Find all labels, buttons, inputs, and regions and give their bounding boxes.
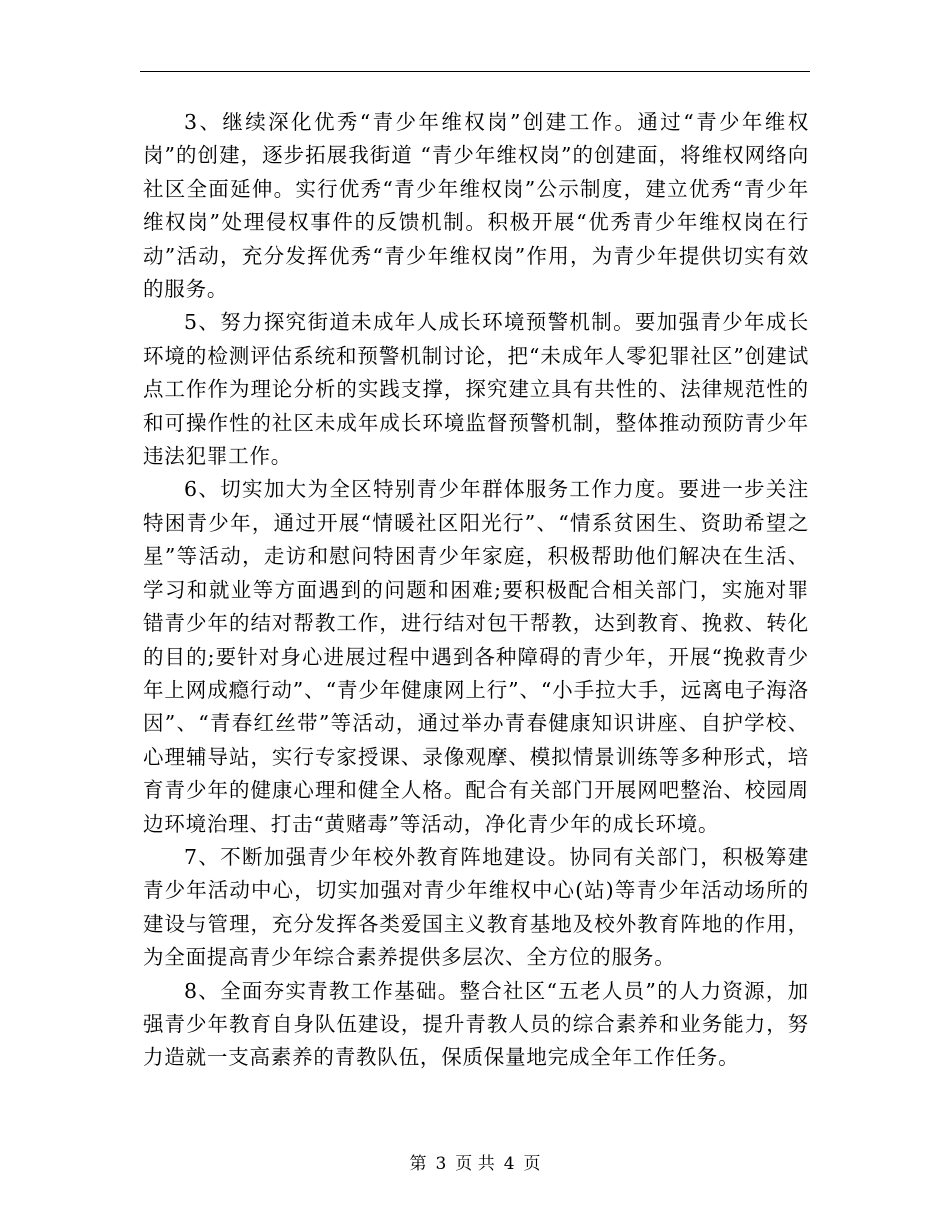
paragraph-item-7: 7、不断加强青少年校外教育阵地建设。协同有关部门，积极筹建青少年活动中心，切实加强对青少年维权中心(站)等青少年活动场所的建设与管理，充分发挥各类爱国主义教育基地及校外教育阵地的作用，为全面提高青少年综合素养提供多层次、全方位的服务。	[143, 844, 809, 970]
footer-suffix: 页	[523, 1154, 541, 1174]
paragraph-item-3: 3、继续深化优秀“青少年维权岗”创建工作。通过“青少年维权岗”的创建，逐步拓展我街道 “青少年维权岗”的创建面，将维权网络向社区全面延伸。实行优秀“青少年维权岗”公示制度，建立优秀“青少年维权岗”处理侵权事件的反馈机制。积极开展“优秀青少年维权岗在行动”活动，充分发挥优秀“青少年维权岗”作用，为青少年提供切实有效的服务。	[143, 110, 809, 302]
paragraph-item-5: 5、努力探究街道未成年人成长环境预警机制。要加强青少年成长环境的检测评估系统和预警机制讨论，把“未成年人零犯罪社区”创建试点工作作为理论分析的实践支撑，探究建立具有共性的、法律规范性的和可操作性的社区未成年成长环境监督预警机制，整体推动预防青少年违法犯罪工作。	[143, 310, 809, 469]
document-body	[143, 106, 809, 1075]
footer-total-pages: 4	[503, 1154, 515, 1174]
footer-prefix: 第	[409, 1154, 427, 1174]
footer-page-number: 3	[435, 1154, 447, 1174]
header-rule	[140, 71, 810, 72]
footer-middle: 页 共	[455, 1154, 495, 1174]
page-footer	[0, 1153, 950, 1175]
paragraph-item-8: 8、全面夯实青教工作基础。整合社区“五老人员”的人力资源，加强青少年教育自身队伍建设，提升青教人员的综合素养和业务能力，努力造就一支高素养的青教队伍，保质保量地完成全年工作任务。	[143, 978, 809, 1070]
paragraph-item-6: 6、切实加大为全区特别青少年群体服务工作力度。要进一步关注特困青少年，通过开展“情暖社区阳光行”、“情系贫困生、资助希望之星”等活动，走访和慰问特困青少年家庭，积极帮助他们解决在生活、学习和就业等方面遇到的问题和困难;要积极配合相关部门，实施对罪错青少年的结对帮教工作，进行结对包干帮教，达到教育、挽救、转化的目的;要针对身心进展过程中遇到各种障碍的青少年，开展“挽救青少年上网成瘾行动”、“青少年健康网上行”、“小手拉大手，远离电子海洛因”、“青春红丝带”等活动，通过举办青春健康知识讲座、自护学校、心理辅导站，实行专家授课、录像观摩、模拟情景训练等多种形式，培育青少年的健康心理和健全人格。配合有关部门开展网吧整治、校园周边环境治理、打击“黄赌毒”等活动，净化青少年的成长环境。	[143, 477, 809, 836]
